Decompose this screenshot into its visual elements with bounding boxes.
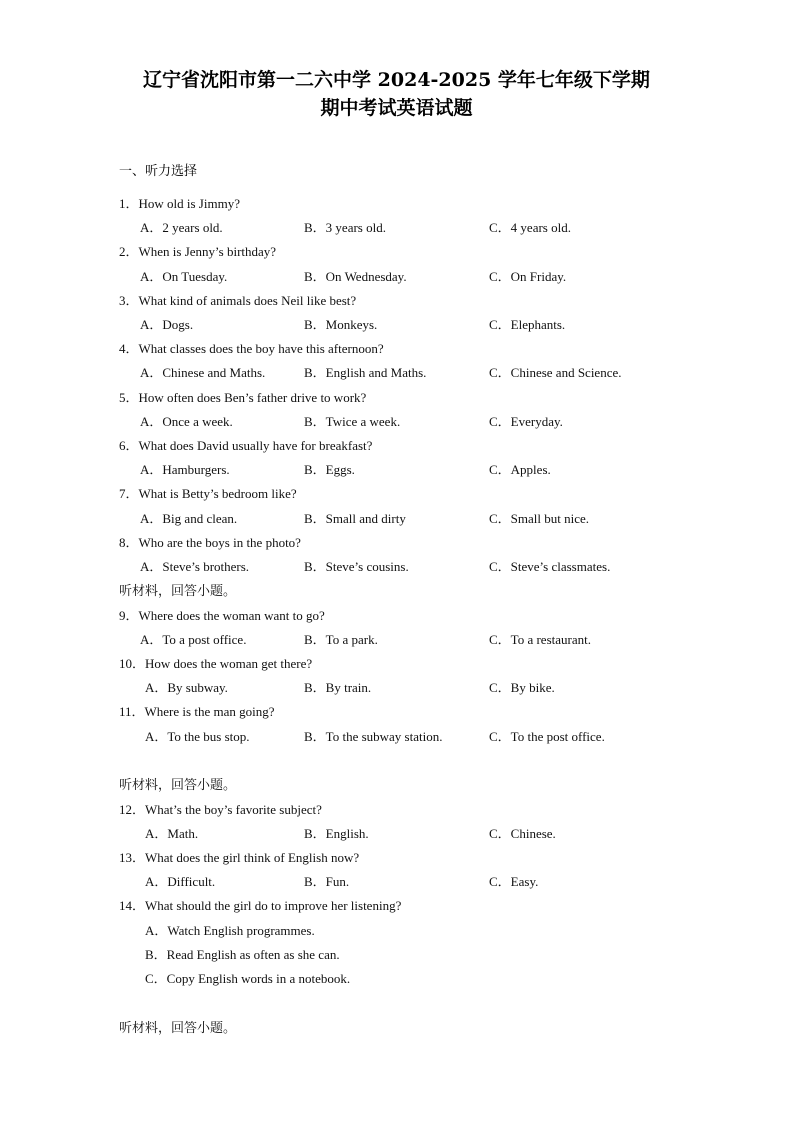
q4-option-c: C．Chinese and Science. [489, 365, 622, 380]
q3-option-c: C．Elephants. [489, 317, 566, 332]
q5-option-b: B．Twice a week. [304, 414, 401, 429]
q12-option-b: B．English. [304, 826, 369, 841]
q2-option-b: B．On Wednesday. [304, 269, 407, 284]
question-4: 4．What classes does the boy have this afternoon? [119, 341, 384, 356]
q12-option-a: A．Math. [145, 826, 199, 841]
page-title-line1: 辽宁省沈阳市第一二六中学 2024-2025 学年七年级下学期 [143, 69, 650, 91]
q14-option-c: C．Copy English words in a notebook. [145, 971, 351, 986]
question-9: 9．Where does the woman want to go? [119, 608, 325, 623]
q13-option-a: A．Difficult. [145, 874, 216, 889]
question-1: 1．How old is Jimmy? [119, 196, 240, 211]
question-3: 3．What kind of animals does Neil like best? [119, 293, 357, 308]
q6-option-c: C．Apples. [489, 462, 551, 477]
page-title-line2: 期中考试英语试题 [320, 97, 473, 119]
q14-option-b: B．Read English as often as she can. [145, 947, 340, 962]
q8-option-b: B．Steve’s cousins. [304, 559, 409, 574]
q13-option-b: B．Fun. [304, 874, 350, 889]
q12-option-c: C．Chinese. [489, 826, 556, 841]
q7-option-a: A．Big and clean. [140, 511, 238, 526]
q1-option-a: A．2 years old. [140, 220, 223, 235]
q10-option-a: A．By subway. [145, 680, 228, 695]
listening-instruction-2: 听材料，回答小题。 [119, 778, 237, 793]
question-7: 7．What is Betty’s bedroom like? [119, 486, 297, 501]
q10-option-b: B．By train. [304, 680, 372, 695]
q11-option-a: A．To the bus stop. [145, 729, 250, 744]
q3-option-b: B．Monkeys. [304, 317, 378, 332]
q7-option-c: C．Small but nice. [489, 511, 590, 526]
q5-option-c: C．Everyday. [489, 414, 563, 429]
question-6: 6．What does David usually have for breakfast? [119, 438, 373, 453]
q11-option-b: B．To the subway station. [304, 729, 443, 744]
question-5: 5．How often does Ben’s father drive to work? [119, 390, 367, 405]
q4-option-b: B．English and Maths. [304, 365, 427, 380]
question-13: 13．What does the girl think of English now? [119, 850, 360, 865]
q10-option-c: C．By bike. [489, 680, 555, 695]
listening-instruction-1: 听材料，回答小题。 [119, 584, 237, 599]
question-11: 11．Where is the man going? [119, 704, 275, 719]
question-2: 2．When is Jenny’s birthday? [119, 244, 277, 259]
q2-option-c: C．On Friday. [489, 269, 567, 284]
q5-option-a: A．Once a week. [140, 414, 233, 429]
q14-option-a: A．Watch English programmes. [145, 923, 315, 938]
question-12: 12．What’s the boy’s favorite subject? [119, 802, 322, 817]
q11-option-c: C．To the post office. [489, 729, 605, 744]
q9-option-a: A．To a post office. [140, 632, 247, 647]
question-8: 8．Who are the boys in the photo? [119, 535, 301, 550]
q2-option-a: A．On Tuesday. [140, 269, 228, 284]
q8-option-a: A．Steve’s brothers. [140, 559, 250, 574]
q6-option-a: A．Hamburgers. [140, 462, 230, 477]
listening-instruction-3: 听材料，回答小题。 [119, 1021, 237, 1036]
question-14: 14．What should the girl do to improve her listening? [119, 898, 402, 913]
q9-option-b: B．To a park. [304, 632, 378, 647]
q7-option-b: B．Small and dirty [304, 511, 406, 526]
q6-option-b: B．Eggs. [304, 462, 355, 477]
q3-option-a: A．Dogs. [140, 317, 194, 332]
q13-option-c: C．Easy. [489, 874, 539, 889]
question-10: 10．How does the woman get there? [119, 656, 313, 671]
q9-option-c: C．To a restaurant. [489, 632, 591, 647]
q1-option-b: B．3 years old. [304, 220, 386, 235]
q4-option-a: A．Chinese and Maths. [140, 365, 266, 380]
section-heading: 一、听力选择 [119, 164, 198, 179]
q8-option-c: C．Steve’s classmates. [489, 559, 611, 574]
q1-option-c: C．4 years old. [489, 220, 571, 235]
